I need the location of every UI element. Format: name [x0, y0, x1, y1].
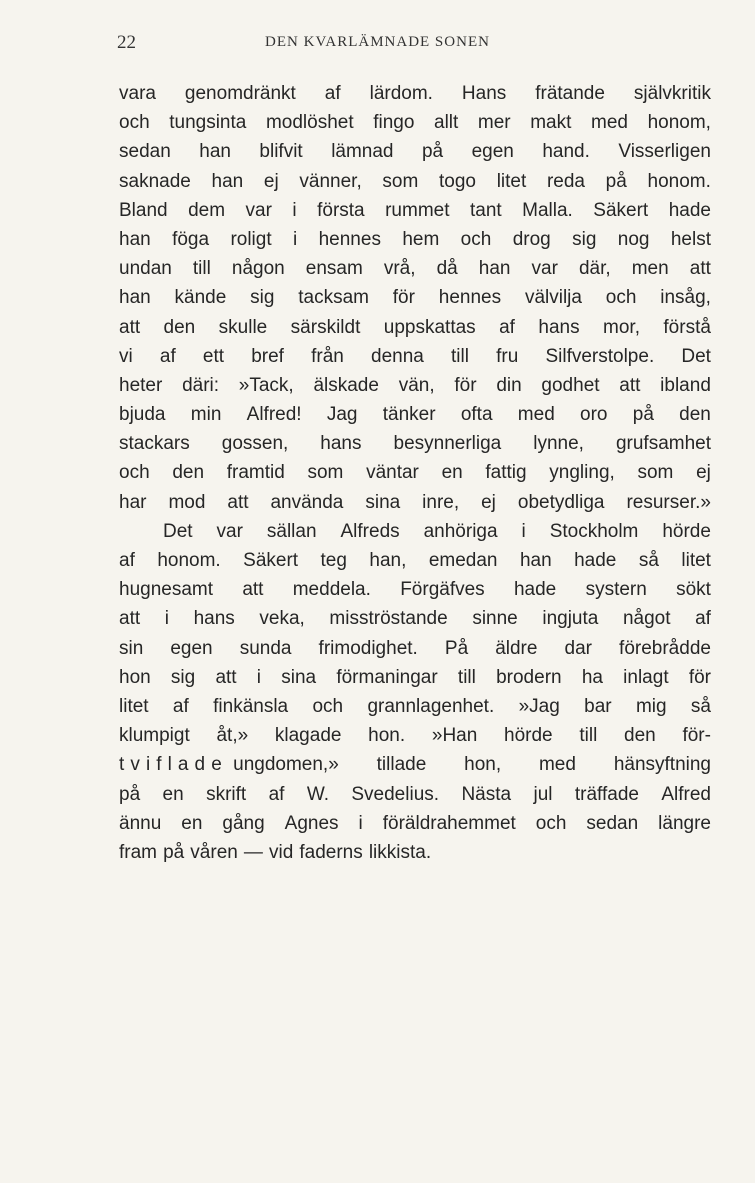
word: Alfred!: [246, 404, 302, 426]
word: vi: [119, 345, 133, 367]
word: sinne: [472, 608, 518, 630]
word: till: [579, 725, 598, 747]
word: och: [119, 112, 150, 134]
word: finkänsla: [213, 695, 289, 717]
word: lämnad: [331, 141, 394, 163]
word: »Tack,: [238, 374, 294, 396]
word: däri:: [182, 374, 220, 396]
word: på: [632, 404, 654, 426]
word: var: [216, 520, 243, 542]
text-line: [119, 721, 711, 750]
word: ingjuta: [542, 608, 599, 630]
word: faderns: [299, 841, 363, 863]
word: men: [631, 258, 669, 280]
word: och: [119, 462, 150, 484]
word: jul: [533, 783, 553, 805]
word: rummet: [385, 199, 450, 221]
word: Alfred: [661, 783, 711, 805]
word: en: [181, 812, 203, 834]
word: af: [499, 316, 515, 338]
word: att: [119, 608, 141, 630]
word: Det: [163, 520, 193, 542]
word: hans: [538, 316, 580, 338]
word: emedan: [428, 550, 498, 571]
word: Svedelius.: [351, 783, 440, 805]
word: som: [637, 462, 674, 484]
word: af: [324, 83, 341, 104]
word: föga: [172, 228, 210, 250]
word: ej: [481, 491, 496, 513]
text-line: [119, 809, 711, 838]
word: ensam: [305, 258, 363, 280]
text-line: [119, 167, 711, 196]
word: oro: [580, 404, 608, 426]
word: undan: [119, 258, 172, 280]
word: att: [619, 374, 641, 396]
word: hon.: [368, 725, 406, 747]
word: Silfverstolpe.: [545, 345, 655, 367]
word: för: [454, 374, 477, 396]
word: ha: [581, 666, 603, 688]
word: på: [421, 141, 444, 163]
word: hade: [574, 550, 617, 571]
word: i: [521, 520, 526, 542]
word: dar: [564, 637, 592, 659]
word: af: [695, 608, 711, 630]
word: uppskattas: [383, 316, 476, 338]
word: förebrådde: [619, 637, 711, 659]
word: Det: [681, 345, 711, 367]
word: den: [679, 404, 711, 426]
word: mig: [635, 695, 667, 717]
word: hennes: [438, 287, 502, 309]
word: systern: [585, 579, 647, 601]
word: och: [605, 287, 637, 309]
text-line: [119, 283, 711, 312]
word: godhet: [541, 374, 600, 396]
word: hugnesamt: [119, 579, 214, 601]
word: bref: [251, 345, 284, 367]
word: brodern: [496, 666, 562, 688]
word: frätande: [535, 83, 605, 104]
word: tant: [469, 199, 502, 221]
word: på: [163, 841, 185, 863]
word: allt: [434, 112, 459, 134]
word: ännu: [119, 812, 162, 834]
word: Bland: [119, 199, 168, 221]
word: insåg,: [660, 287, 711, 309]
word: tacksam: [298, 287, 369, 309]
word: inlagt: [623, 666, 669, 688]
body-text: [119, 79, 711, 867]
word: förstå: [663, 316, 711, 338]
word: vrå,: [383, 258, 416, 280]
word: och: [460, 228, 492, 250]
text-line: [119, 780, 711, 809]
word: bjuda: [119, 404, 166, 426]
word: Nästa: [461, 783, 512, 805]
word: klumpigt: [119, 725, 190, 747]
word: ibland: [660, 374, 711, 396]
word: kände: [174, 287, 227, 309]
word: sina: [365, 491, 401, 513]
word: han: [519, 550, 552, 571]
word: sig: [572, 228, 597, 250]
word: sedan: [119, 141, 171, 163]
word: hand.: [542, 141, 590, 163]
word: likkista.: [368, 841, 432, 863]
word: Alfreds: [340, 520, 400, 542]
text-line: [119, 429, 711, 458]
word: min: [190, 404, 222, 426]
word: sunda: [239, 637, 292, 659]
word: i: [292, 199, 297, 221]
text-line: [119, 400, 711, 429]
word: Stockholm: [549, 520, 639, 542]
word: hade: [668, 199, 711, 221]
word: grufsamhet: [615, 433, 711, 455]
word: första: [317, 199, 365, 221]
word: reda: [546, 170, 585, 192]
word: sig: [170, 666, 196, 688]
word: Säkert: [593, 199, 649, 221]
text-line: [119, 342, 711, 371]
word: bar: [584, 695, 612, 717]
word: mor,: [603, 316, 640, 338]
word: misströstande: [329, 608, 448, 630]
text-line: [119, 663, 711, 692]
word: hörde: [662, 520, 711, 542]
word: där,: [578, 258, 611, 280]
word: Visserligen: [618, 141, 711, 163]
word: fram: [119, 841, 157, 863]
word: och: [312, 695, 344, 717]
word: han: [211, 170, 244, 192]
word: att: [227, 491, 249, 513]
word: sökt: [676, 579, 711, 601]
word: mer: [477, 112, 511, 134]
word: vän,: [398, 374, 435, 396]
word: så: [638, 550, 659, 571]
word: i: [256, 666, 262, 688]
word: inre,: [422, 491, 460, 513]
text-line: [119, 488, 711, 517]
word: drog: [512, 228, 551, 250]
word: på: [119, 783, 141, 805]
word: af: [268, 783, 285, 805]
text-line: [119, 604, 711, 633]
word: en: [441, 462, 463, 484]
word: saknade: [119, 170, 191, 192]
word: meddela.: [292, 579, 371, 601]
word: på: [605, 170, 627, 192]
word: honom,: [647, 112, 711, 134]
word: ej: [263, 170, 279, 192]
word: i: [164, 608, 169, 630]
word: denna: [371, 345, 424, 367]
word: i: [358, 812, 363, 834]
word: fru: [496, 345, 519, 367]
text-line: [119, 313, 711, 342]
word: togo: [439, 170, 476, 192]
word: äldre: [495, 637, 538, 659]
text-line: [119, 458, 711, 487]
word: ofta: [460, 404, 493, 426]
word: heter: [119, 374, 163, 396]
word: tviflade ungdomen,»: [119, 754, 339, 776]
word: förmaningar: [336, 666, 438, 688]
word: någon: [231, 258, 285, 280]
word: lärdom.: [369, 83, 433, 104]
word: med: [538, 754, 576, 776]
text-line: [119, 108, 711, 137]
word: åt,»: [216, 725, 249, 747]
word: använda: [270, 491, 344, 513]
word: han: [199, 141, 231, 163]
word: modlöshet: [265, 112, 354, 134]
word: hon,: [464, 754, 502, 776]
text-line: [119, 750, 711, 779]
word: »Jag: [518, 695, 560, 717]
word: W.: [306, 783, 329, 805]
word: nog: [617, 228, 650, 250]
text-line: [119, 575, 711, 604]
word: grannlagenhet.: [367, 695, 495, 717]
word: han: [119, 228, 151, 250]
word: till: [451, 345, 469, 367]
word: för: [392, 287, 415, 309]
word: föräldrahemmet: [382, 812, 516, 834]
word: roligt: [230, 228, 272, 250]
word: hem: [402, 228, 440, 250]
word: den: [172, 462, 205, 484]
word: egen: [170, 637, 213, 659]
word: något: [622, 608, 671, 630]
word: resurser.»: [626, 491, 711, 513]
word: din: [496, 374, 522, 396]
word: hörde: [504, 725, 553, 747]
word: vänner,: [299, 170, 362, 192]
running-title: DEN KVARLÄMNADE SONEN: [265, 34, 490, 50]
word: Hans: [461, 83, 507, 104]
word: Agnes: [284, 812, 339, 834]
text-line: [119, 196, 711, 225]
word: som: [307, 462, 344, 484]
word: ett: [202, 345, 225, 367]
word: —: [243, 841, 263, 863]
word: helst: [670, 228, 711, 250]
word: teg: [320, 550, 347, 571]
word: klagade: [274, 725, 342, 747]
word: från: [311, 345, 344, 367]
word: hänsyftning: [613, 754, 711, 776]
word: hennes: [318, 228, 381, 250]
word: skrift: [206, 783, 247, 805]
word: så: [690, 695, 711, 717]
word: att: [119, 316, 141, 338]
text-line: [119, 517, 711, 546]
word: tillade: [376, 754, 427, 776]
word: i: [293, 228, 298, 250]
word: den: [624, 725, 656, 747]
word: Malla.: [522, 199, 573, 221]
word: gång: [222, 812, 265, 834]
word: af: [119, 550, 135, 571]
word: obetydliga: [517, 491, 605, 513]
word: af: [172, 695, 189, 717]
word: med: [591, 112, 628, 134]
text-line: [119, 634, 711, 663]
word: Jag: [326, 404, 358, 426]
word: för: [688, 666, 711, 688]
word: träffade: [574, 783, 639, 805]
text-line: [119, 692, 711, 721]
text-line: [119, 79, 711, 108]
word: till: [457, 666, 476, 688]
word: litet: [119, 695, 149, 717]
word: och: [535, 812, 567, 834]
word: han: [478, 258, 511, 280]
text-line: [119, 371, 711, 400]
word: dem: [188, 199, 226, 221]
word: egen: [471, 141, 514, 163]
word: sin: [119, 637, 144, 659]
word: framtid: [226, 462, 285, 484]
word: vara: [119, 83, 156, 104]
word: stackars: [119, 433, 190, 455]
word: hans: [193, 608, 235, 630]
word: välvilja: [524, 287, 582, 309]
word: vid: [268, 841, 294, 863]
word: Säkert: [243, 550, 299, 571]
word: sällan: [266, 520, 317, 542]
word: längre: [658, 812, 711, 834]
word: var: [531, 258, 558, 280]
word: att: [689, 258, 711, 280]
text-line: [119, 838, 711, 867]
word: tungsinta: [169, 112, 247, 134]
word: för-: [682, 725, 711, 747]
word: blifvit: [259, 141, 303, 163]
page-header: [0, 30, 755, 56]
word: yngling,: [549, 462, 615, 484]
word: sina: [281, 666, 317, 688]
word: skulle: [218, 316, 268, 338]
word: Förgäfves: [400, 579, 485, 601]
word: sig: [250, 287, 275, 309]
word: litet: [681, 550, 711, 571]
word: med: [517, 404, 555, 426]
word: tänker: [382, 404, 436, 426]
word: våren: [190, 841, 238, 863]
word: han: [119, 287, 151, 309]
word: hans: [320, 433, 362, 455]
word: var: [245, 199, 272, 221]
word: ej: [696, 462, 711, 484]
word: litet: [496, 170, 527, 192]
word: »Han: [431, 725, 478, 747]
text-line: [119, 546, 711, 575]
word: fingo: [373, 112, 415, 134]
word: genomdränkt: [184, 83, 296, 104]
word: den: [163, 316, 196, 338]
page-number: 22: [117, 32, 136, 53]
word: På: [444, 637, 469, 659]
word: väntar: [366, 462, 419, 484]
word: makt: [530, 112, 572, 134]
word: honom.: [647, 170, 711, 192]
text-line: [119, 254, 711, 283]
word: särskildt: [290, 316, 361, 338]
word: af: [159, 345, 176, 367]
word: älskade: [313, 374, 379, 396]
word: anhöriga: [423, 520, 498, 542]
word: veka,: [259, 608, 305, 630]
word: han,: [369, 550, 407, 571]
word: gossen,: [221, 433, 289, 455]
word: honom.: [157, 550, 221, 571]
word: sedan: [586, 812, 639, 834]
text-line: [119, 225, 711, 254]
word: till: [192, 258, 211, 280]
word: självkritik: [633, 83, 711, 104]
word: som: [382, 170, 419, 192]
word: att: [215, 666, 237, 688]
word: hade: [513, 579, 557, 601]
text-line: [119, 137, 711, 166]
word: hon: [119, 666, 151, 688]
word: en: [162, 783, 184, 805]
word: besynnerliga: [393, 433, 502, 455]
word: att: [242, 579, 264, 601]
word: lynne,: [533, 433, 584, 455]
word: frimodighet.: [318, 637, 418, 659]
word: mod: [168, 491, 206, 513]
word: fattig: [485, 462, 527, 484]
word: då: [436, 258, 458, 280]
word: har: [119, 491, 147, 513]
